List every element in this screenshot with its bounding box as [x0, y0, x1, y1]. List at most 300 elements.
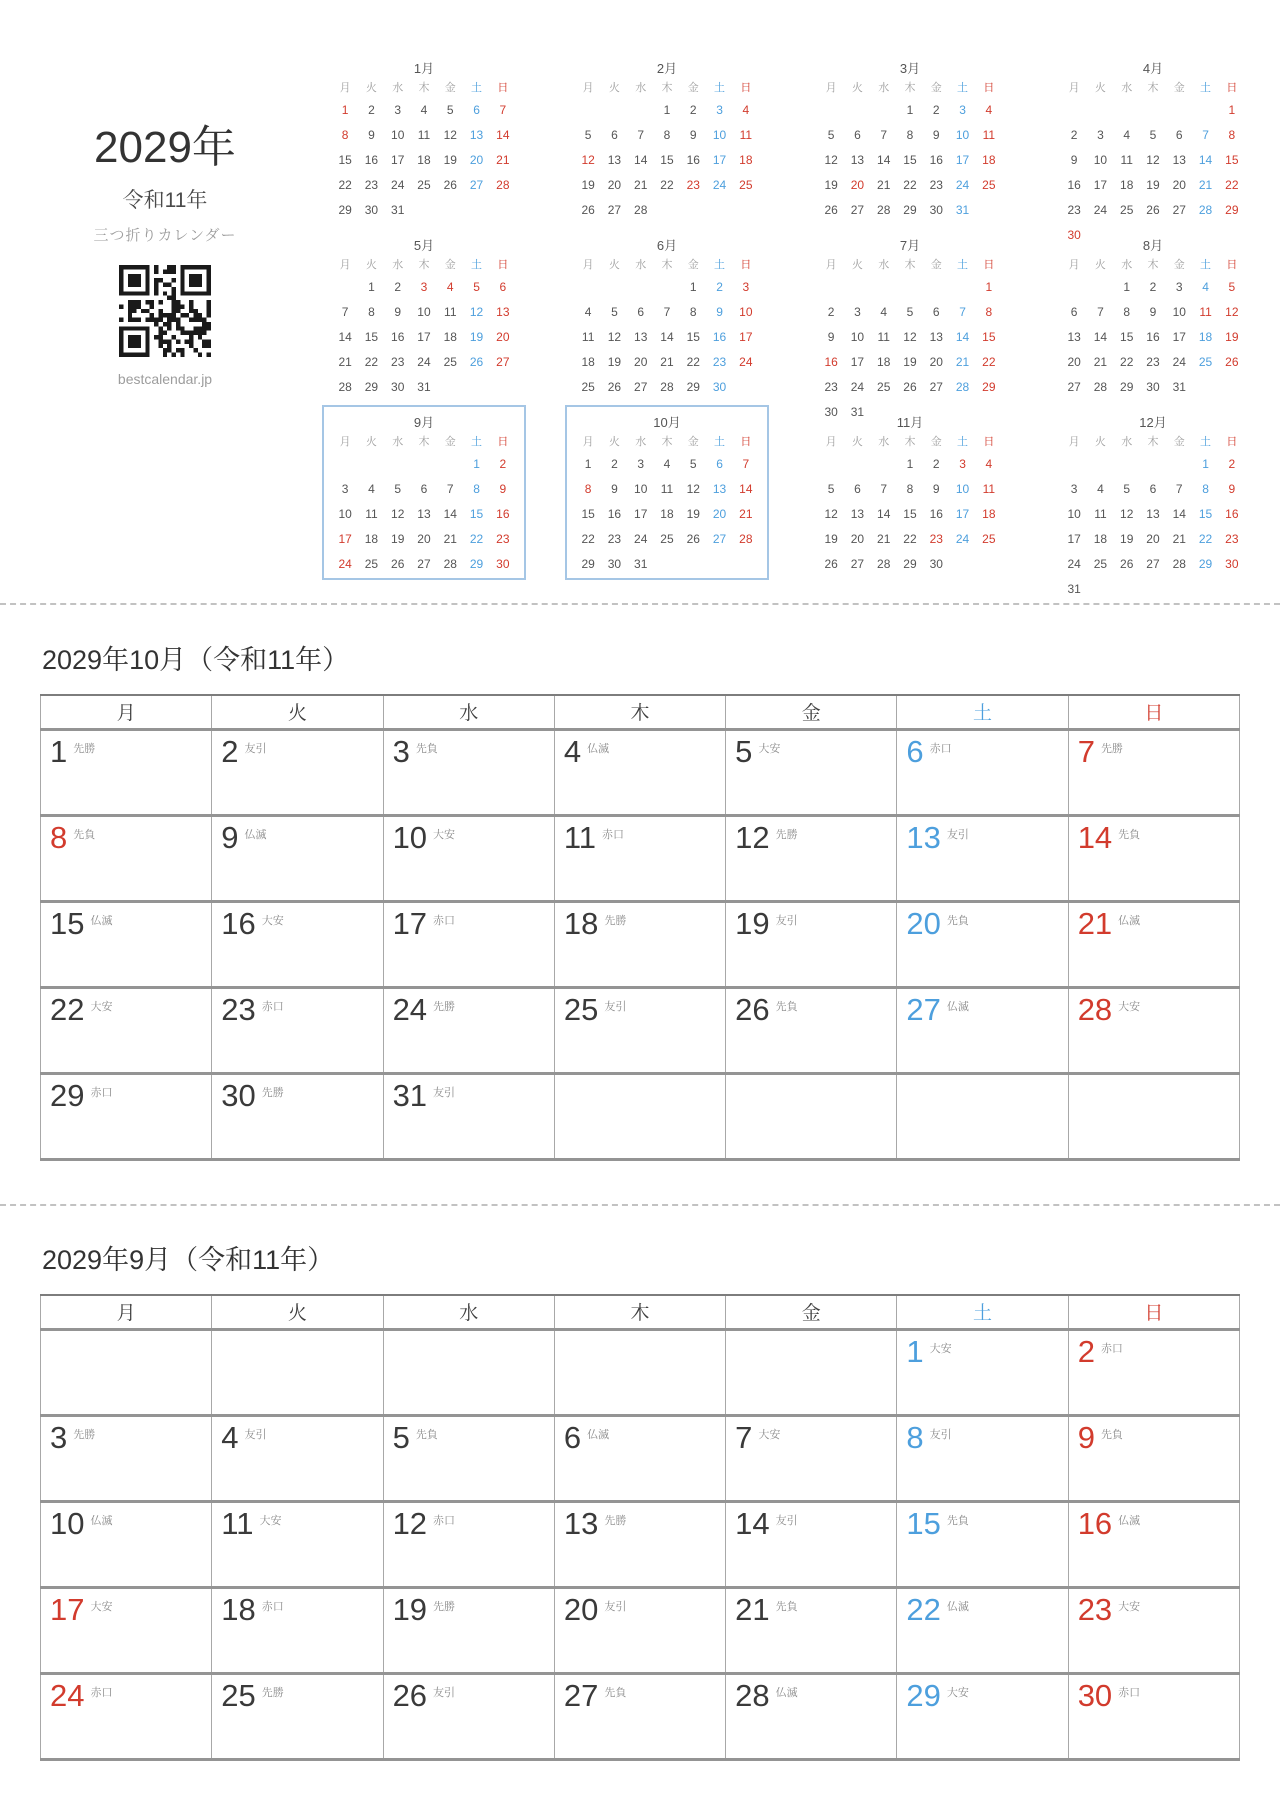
mini-month-8: [1061, 229, 1245, 400]
rokuyo-label: 先負: [604, 1686, 627, 1699]
weekday-label: 水: [635, 259, 647, 271]
mini-empty: [1114, 452, 1140, 477]
mini-day: 29: [686, 380, 700, 394]
weekday-header: 日: [1068, 1295, 1239, 1329]
mini-day: 23: [824, 380, 838, 394]
day-cell: [726, 1587, 897, 1673]
mini-day: 6: [637, 305, 645, 319]
large-month-september: [0, 1245, 1280, 1761]
mini-empty: [871, 452, 897, 477]
day-number: 26: [392, 1677, 428, 1713]
mini-day: 21: [877, 532, 891, 546]
mini-weekday-row: [1061, 432, 1245, 452]
mini-empty: [332, 275, 358, 300]
mini-day: 5: [611, 305, 618, 319]
day-number: 14: [1077, 819, 1113, 855]
mini-date-row: [332, 452, 516, 477]
mini-day: 26: [686, 532, 700, 546]
mini-day: 14: [877, 153, 891, 167]
rokuyo-label: 大安: [946, 1686, 969, 1699]
mini-day: 5: [1149, 128, 1157, 142]
week-row: [41, 987, 1240, 1073]
mini-day: 20: [417, 532, 431, 546]
mini-date-row: [332, 375, 516, 400]
mini-empty: [733, 552, 759, 577]
day-number: 31: [392, 1077, 428, 1113]
mini-day: 6: [932, 305, 940, 319]
day-cell: [1068, 729, 1239, 815]
mini-day: 17: [739, 330, 753, 344]
mini-day: 25: [877, 380, 891, 394]
mini-day: 8: [1228, 128, 1236, 142]
mini-date-row: [575, 527, 759, 552]
mini-day: 5: [689, 457, 697, 471]
mini-empty: [976, 198, 1002, 223]
mini-day: 25: [982, 178, 996, 192]
mini-day: 7: [959, 305, 966, 319]
empty-day-cell: [383, 1329, 554, 1415]
mini-empty: [844, 98, 870, 123]
mini-day: 27: [607, 203, 622, 217]
mini-day: 7: [880, 128, 888, 142]
mini-day: 29: [1120, 380, 1134, 394]
mini-day: 15: [903, 153, 917, 167]
mini-empty: [1166, 452, 1192, 477]
mini-day: 7: [446, 482, 454, 496]
day-cell: [212, 1415, 383, 1501]
rokuyo-label: 先負: [1118, 828, 1141, 841]
day-number: 6: [563, 1419, 582, 1455]
mini-day: 16: [364, 153, 379, 167]
mini-day: 2: [827, 305, 835, 319]
mini-day: 12: [1120, 507, 1134, 521]
mini-day: 14: [877, 507, 891, 521]
mini-date-row: [818, 350, 1002, 375]
weekday-label: 木: [904, 436, 916, 448]
weekday-label: 木: [661, 436, 673, 448]
mini-day: 16: [929, 507, 943, 521]
day-number: 20: [906, 905, 941, 941]
mini-day: 26: [443, 178, 457, 192]
mini-empty: [601, 275, 627, 300]
empty-day-cell: [554, 1329, 725, 1415]
mini-day: 28: [338, 380, 352, 394]
day-cell: [383, 1673, 554, 1759]
mini-day: 11: [365, 507, 378, 521]
rokuyo-label: 大安: [758, 742, 781, 755]
mini-empty: [628, 275, 654, 300]
mini-day: 8: [689, 305, 697, 319]
weekday-label: 火: [1094, 259, 1106, 271]
mini-day: 8: [906, 482, 914, 496]
day-number: 14: [735, 1505, 770, 1541]
mini-date-row: [575, 123, 759, 148]
weekday-label: 日: [983, 436, 995, 448]
mini-empty: [1166, 98, 1192, 123]
rokuyo-label: 先負: [775, 1000, 798, 1013]
rokuyo-label: 先勝: [775, 828, 798, 841]
mini-day: 26: [581, 203, 595, 217]
mini-day: 10: [955, 482, 970, 496]
mini-day: 21: [496, 153, 510, 167]
mini-day: 15: [903, 507, 917, 521]
mini-day: 27: [496, 355, 510, 369]
rokuyo-label: 先勝: [433, 1600, 456, 1613]
mini-day: 6: [854, 128, 861, 142]
rokuyo-label: 赤口: [433, 1514, 456, 1527]
day-cell: [554, 1673, 725, 1759]
mini-empty: [385, 452, 411, 477]
mini-date-row: [575, 552, 759, 577]
mini-day: 8: [584, 482, 592, 496]
empty-day-cell: [726, 1073, 897, 1159]
weekday-header: 金: [726, 1295, 897, 1329]
mini-day: 4: [1202, 280, 1209, 294]
mini-day: 28: [443, 557, 457, 571]
mini-day: 20: [712, 507, 727, 521]
mini-empty: [411, 198, 437, 223]
mini-day: 14: [1198, 153, 1213, 167]
era-label: 令和11年: [122, 189, 208, 213]
mini-day: 2: [611, 457, 618, 471]
day-number: 18: [563, 905, 599, 941]
mini-day: 3: [1097, 128, 1104, 142]
weekday-label: 日: [1226, 82, 1238, 94]
mini-date-row: [1061, 375, 1245, 400]
rokuyo-label: 赤口: [90, 1086, 113, 1099]
weekday-label: 日: [497, 436, 509, 448]
day-number: 17: [392, 905, 428, 941]
mini-date-row: [575, 98, 759, 123]
day-number: 7: [1077, 733, 1095, 769]
mini-day: 13: [417, 507, 431, 521]
mini-date-row: [1061, 477, 1245, 502]
weekday-label: 水: [878, 436, 890, 448]
mini-empty: [733, 375, 759, 400]
day-cell: [897, 901, 1068, 987]
rokuyo-label: 大安: [90, 1000, 113, 1013]
rokuyo-label: 仏滅: [946, 1000, 969, 1013]
mini-day: 8: [663, 128, 671, 142]
rokuyo-label: 先勝: [604, 914, 627, 927]
rokuyo-label: 大安: [90, 1600, 113, 1613]
mini-day: 26: [903, 380, 917, 394]
weekday-header: 水: [383, 1295, 554, 1329]
mini-day: 15: [469, 507, 484, 521]
mini-day: 30: [929, 557, 943, 571]
weekday-label: 火: [1094, 82, 1106, 94]
mini-empty: [897, 275, 923, 300]
mini-day: 26: [824, 203, 838, 217]
rokuyo-label: 先勝: [1100, 742, 1123, 755]
mini-month-title: 9月: [413, 415, 435, 430]
mini-day: 20: [850, 532, 865, 546]
mini-day: 25: [660, 532, 674, 546]
mini-day: 10: [1093, 153, 1108, 167]
mini-day: 3: [394, 103, 402, 117]
mini-day: 10: [955, 128, 970, 142]
mini-date-row: [332, 527, 516, 552]
mini-day: 22: [903, 178, 917, 192]
mini-day: 1: [663, 103, 671, 117]
weekday-label: 木: [1147, 259, 1159, 271]
mini-day: 8: [985, 305, 993, 319]
mini-day: 12: [686, 482, 700, 496]
mini-day: 11: [877, 330, 890, 344]
mini-day: 4: [985, 457, 993, 471]
mini-date-row: [818, 552, 1002, 577]
mini-weekday-row: [1061, 78, 1245, 98]
mini-weekday-row: [575, 78, 759, 98]
mini-date-row: [332, 325, 516, 350]
mini-day: 21: [338, 355, 352, 369]
mini-day: 19: [1120, 532, 1134, 546]
mini-day: 1: [1202, 457, 1209, 471]
mini-date-row: [332, 275, 516, 300]
day-cell: [897, 987, 1068, 1073]
weekday-label: 木: [1147, 436, 1159, 448]
weekday-label: 金: [687, 82, 699, 94]
mini-weekday-row: [818, 255, 1002, 275]
mini-month-11: [818, 406, 1002, 577]
mini-month-title: 4月: [1142, 61, 1164, 76]
mini-day: 12: [824, 507, 838, 521]
mini-day: 18: [364, 532, 379, 546]
mini-day: 24: [955, 532, 970, 546]
mini-date-row: [1061, 173, 1245, 198]
mini-day: 26: [469, 355, 484, 369]
mini-day: 20: [1146, 532, 1160, 546]
mini-day: 22: [581, 532, 595, 546]
rokuyo-label: 先勝: [261, 1086, 284, 1099]
day-cell: [1068, 1587, 1239, 1673]
weekday-label: 火: [851, 82, 863, 94]
rokuyo-label: 友引: [946, 828, 969, 841]
weekday-label: 日: [740, 436, 752, 448]
rokuyo-label: 仏滅: [587, 1428, 610, 1441]
mini-day: 15: [581, 507, 595, 521]
rokuyo-label: 赤口: [261, 1600, 284, 1613]
mini-day: 18: [581, 355, 595, 369]
day-cell: [726, 1673, 897, 1759]
mini-day: 17: [1172, 330, 1186, 344]
day-number: 13: [906, 819, 941, 855]
mini-day: 2: [394, 280, 402, 294]
mini-day: 26: [1225, 355, 1239, 369]
mini-empty: [1087, 98, 1113, 123]
mini-day: 14: [496, 128, 510, 142]
mini-day: 10: [739, 305, 753, 319]
day-number: 10: [50, 1505, 85, 1541]
weekday-header: 火: [212, 1295, 383, 1329]
mini-day: 22: [364, 355, 379, 369]
mini-day: 10: [850, 330, 865, 344]
mini-day: 17: [338, 532, 352, 546]
mini-day: 11: [1199, 305, 1212, 319]
weekday-header: 木: [554, 1295, 725, 1329]
weekday-label: 土: [471, 259, 483, 271]
weekday-header: 日: [1068, 695, 1239, 729]
mini-empty: [437, 375, 463, 400]
mini-date-row: [818, 173, 1002, 198]
mini-day: 18: [1198, 330, 1213, 344]
mini-date-row: [332, 173, 516, 198]
mini-date-row: [1061, 98, 1245, 123]
day-number: 24: [50, 1677, 85, 1713]
mini-day: 30: [824, 405, 838, 419]
mini-month-6: [575, 229, 759, 400]
day-number: 29: [50, 1077, 85, 1113]
mini-day: 25: [1120, 203, 1134, 217]
day-cell: [212, 1073, 383, 1159]
day-number: 12: [735, 819, 770, 855]
day-cell: [41, 815, 212, 901]
rokuyo-label: 仏滅: [1118, 914, 1141, 927]
day-cell: [726, 815, 897, 901]
mini-day: 20: [634, 355, 648, 369]
mini-day: 27: [417, 557, 431, 571]
mini-day: 19: [469, 330, 484, 344]
mini-date-row: [575, 300, 759, 325]
rokuyo-label: 先負: [1100, 1428, 1123, 1441]
day-cell: [726, 1415, 897, 1501]
mini-date-row: [1061, 148, 1245, 173]
mini-day: 26: [391, 557, 405, 571]
mini-date-row: [1061, 577, 1245, 602]
mini-day: 3: [959, 457, 966, 471]
mini-day: 26: [824, 557, 838, 571]
mini-empty: [654, 198, 680, 223]
mini-date-row: [1061, 527, 1245, 552]
rokuyo-label: 赤口: [1100, 1342, 1123, 1355]
mini-date-row: [575, 325, 759, 350]
week-row: [41, 729, 1240, 815]
rokuyo-label: 仏滅: [587, 742, 610, 755]
mini-date-row: [818, 148, 1002, 173]
mini-day: 9: [499, 482, 507, 496]
rokuyo-label: 先負: [946, 914, 969, 927]
mini-empty: [923, 275, 949, 300]
mini-date-row: [1061, 552, 1245, 577]
mini-date-row: [332, 502, 516, 527]
mini-empty: [818, 275, 844, 300]
mini-day: 16: [1067, 178, 1081, 192]
mini-month-12: [1061, 406, 1245, 602]
mini-day: 16: [824, 355, 838, 369]
day-cell: [212, 815, 383, 901]
mini-day: 19: [1225, 330, 1239, 344]
weekday-label: 月: [582, 82, 594, 94]
weekday-label: 土: [714, 82, 726, 94]
mini-day: 28: [1172, 557, 1186, 571]
mini-day: 24: [850, 380, 865, 394]
year-panel: [58, 124, 272, 387]
weekday-label: 金: [1173, 259, 1185, 271]
mini-day: 18: [982, 153, 996, 167]
mini-empty: [706, 552, 732, 577]
year-title: 2029年: [94, 123, 236, 172]
mini-day: 30: [1146, 380, 1160, 394]
mini-empty: [628, 98, 654, 123]
weekday-header: 月: [41, 695, 212, 729]
mini-day: 21: [877, 178, 891, 192]
day-cell: [383, 1587, 554, 1673]
weekday-label: 金: [930, 259, 942, 271]
week-row: [41, 1587, 1240, 1673]
mini-day: 6: [1149, 482, 1157, 496]
mini-day: 24: [1067, 557, 1081, 571]
day-number: 8: [906, 1419, 924, 1455]
mini-day: 30: [1067, 228, 1081, 242]
weekday-label: 木: [418, 436, 430, 448]
mini-day: 16: [1225, 507, 1239, 521]
mini-day: 1: [906, 103, 914, 117]
day-cell: [383, 815, 554, 901]
mini-day: 17: [391, 153, 405, 167]
mini-empty: [871, 275, 897, 300]
weekday-label: 日: [740, 82, 752, 94]
mini-day: 23: [686, 178, 700, 192]
weekday-label: 火: [851, 259, 863, 271]
weekday-label: 土: [471, 436, 483, 448]
mini-day: 27: [850, 557, 865, 571]
mini-date-row: [575, 502, 759, 527]
mini-date-row: [818, 452, 1002, 477]
mini-date-row: [332, 350, 516, 375]
mini-month-1: [332, 52, 516, 223]
day-number: 29: [906, 1677, 941, 1713]
day-cell: [383, 1073, 554, 1159]
mini-day: 3: [959, 103, 966, 117]
week-row: [41, 1501, 1240, 1587]
mini-day: 7: [341, 305, 349, 319]
rokuyo-label: 赤口: [602, 828, 625, 841]
mini-day: 30: [496, 557, 510, 571]
mini-day: 5: [446, 103, 454, 117]
mini-empty: [1061, 98, 1087, 123]
mini-empty: [1192, 375, 1218, 400]
mini-day: 5: [906, 305, 914, 319]
rokuyo-label: 先勝: [73, 742, 96, 755]
weekday-label: 土: [957, 436, 969, 448]
day-cell: [1068, 1501, 1239, 1587]
mini-day: 26: [1120, 557, 1134, 571]
weekday-label: 火: [365, 436, 377, 448]
section-title: 2029年9月（令和11年）: [42, 1245, 335, 1275]
weekday-label: 月: [1068, 82, 1080, 94]
day-number: 2: [221, 733, 239, 769]
mini-day: 21: [1093, 355, 1108, 369]
mini-day: 9: [932, 128, 940, 142]
mini-day: 4: [985, 103, 993, 117]
day-number: 24: [392, 991, 428, 1027]
rokuyo-label: 大安: [261, 914, 284, 927]
mini-day: 19: [1146, 178, 1160, 192]
mini-day: 1: [985, 280, 993, 294]
weekday-label: 土: [471, 82, 483, 94]
mini-empty: [976, 552, 1002, 577]
mini-weekday-row: [818, 432, 1002, 452]
mini-empty: [680, 552, 706, 577]
weekday-label: 金: [930, 436, 942, 448]
day-number: 30: [1077, 1677, 1113, 1713]
mini-day: 4: [663, 457, 671, 471]
weekday-label: 木: [904, 259, 916, 271]
weekday-label: 木: [661, 259, 673, 271]
mini-day: 7: [499, 103, 507, 117]
mini-empty: [463, 198, 489, 223]
mini-day: 28: [634, 203, 648, 217]
